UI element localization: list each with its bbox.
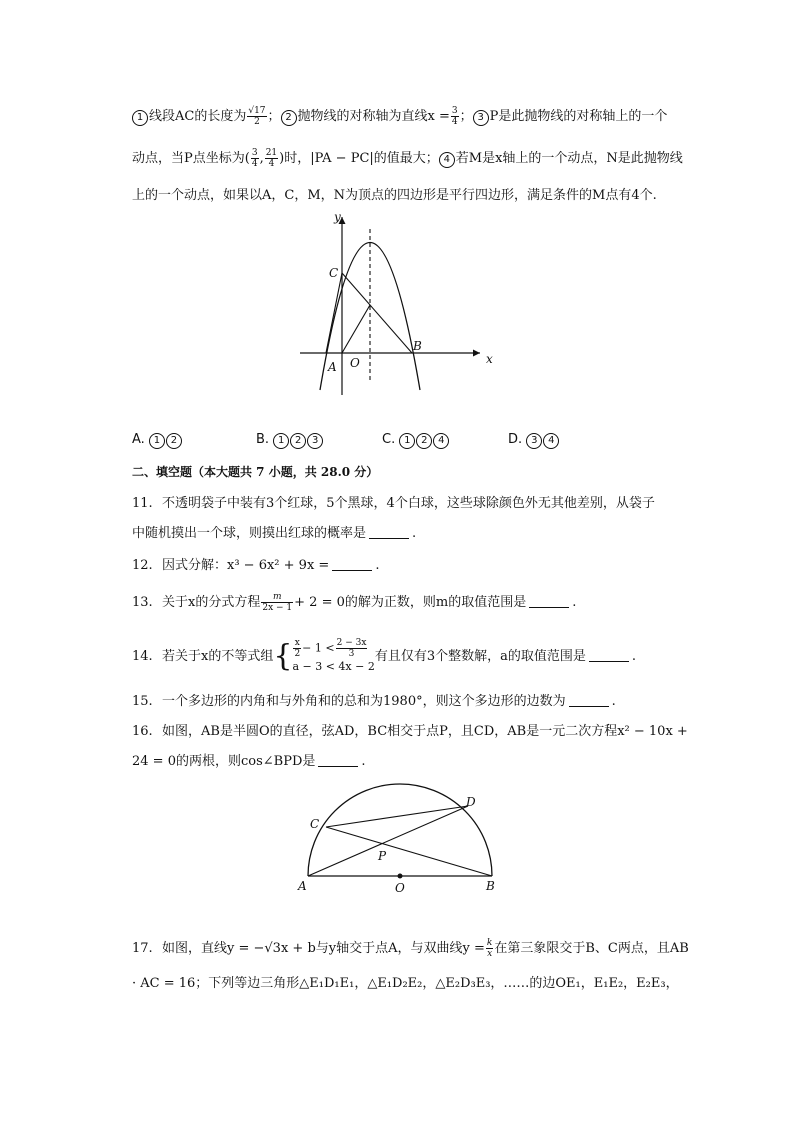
label-B: B <box>413 339 422 353</box>
q10-line2-c: 若M是x轴上的一个动点，N是此抛物线 <box>455 151 683 166</box>
answer-blank-16[interactable] <box>318 752 358 767</box>
inequality-system: $\frac{x}{2}$ − 1 < $\frac{2 - 3x}{3}$ a − 3 < 4x − 2 <box>292 638 375 673</box>
circle-mark-3: 3 <box>473 110 489 126</box>
label-B: B <box>486 879 495 893</box>
q17-line2: · AC = 16；下列等边三角形△E₁D₁E₁，△E₁D₂E₂，△E₂D₃E₃，……的边OE₁，E₁E₂，E₂E₃， <box>132 976 679 991</box>
label-O: O <box>350 356 360 370</box>
circle-mark-1: 1 <box>132 110 148 126</box>
circle-mark-2: 2 <box>281 110 297 126</box>
label-A: A <box>298 879 307 893</box>
chord-BC <box>326 827 492 876</box>
q10-line2-a: 动点，当P点坐标为( <box>132 151 250 166</box>
label-x: x <box>486 352 493 366</box>
q10-line2-b: )时，|PA − PC|的值最大； <box>279 151 439 166</box>
q10-s1-fraction: $\frac{√17}{2}$ <box>248 106 266 127</box>
option-a[interactable]: A. 1 2 <box>132 432 183 449</box>
circle-mark-4: 4 <box>439 152 455 168</box>
segment-CB <box>342 273 412 353</box>
q11-line1: 11. 不透明袋子中装有3个红球，5个黑球，4个白球，这些球除颜色外无其他差别，从袋子 <box>132 496 655 511</box>
chord-CD <box>326 806 468 827</box>
option-c[interactable]: C. 1 2 4 <box>382 432 450 449</box>
label-P: P <box>378 849 387 863</box>
q13-line: 13. 关于x的分式方程 $\frac{m}{2x - 1}$ + 2 = 0的解为正数，则m的取值范围是 . <box>132 592 577 613</box>
center-O <box>398 874 403 879</box>
option-b[interactable]: B. 1 2 3 <box>256 432 324 449</box>
q11-line2: 中随机摸出一个球，则摸出红球的概率是 . <box>132 526 417 541</box>
q16-line1: 16. 如图，AB是半圆O的直径，弦AD，BC相交于点P，且CD，AB是一元二次方程x² − 10x + <box>132 724 688 739</box>
q17-line1: 17. 如图，直线y = −√3x + b与y轴交于点A，与双曲线y = $\frac{k}{x}$ 在第三象限交于B、C两点，且AB <box>132 938 689 959</box>
answer-blank-14[interactable] <box>589 647 629 662</box>
section2-title: 二、填空题（本大题共 7 小题，共 28.0 分） <box>132 465 379 479</box>
label-y: y <box>334 210 341 224</box>
label-C: C <box>310 817 320 831</box>
label-O: O <box>395 881 405 895</box>
q10-s3-text: P是此抛物线的对称轴上的一个 <box>489 109 668 124</box>
label-C: C <box>329 266 339 280</box>
q10-s1-text: 线段AC的长度为 <box>149 109 247 124</box>
q15-line: 15. 一个多边形的内角和与外角和的总和为1980°，则这个多边形的边数为 . <box>132 694 616 709</box>
answer-blank-13[interactable] <box>529 593 569 608</box>
point-y-fraction: $\frac{21}{4}$ <box>265 148 278 169</box>
answer-blank-12[interactable] <box>332 556 372 571</box>
segment-AC <box>326 273 342 353</box>
q10-s2-fraction: $\frac{3}{4}$ <box>451 106 458 127</box>
point-x-fraction: $\frac{3}{4}$ <box>251 148 258 169</box>
label-D: D <box>466 795 476 809</box>
q10-line2: 动点，当P点坐标为( $\frac{3}{4}$ , $\frac{21}{4}$ )时，|PA − PC|的值最大； 4 若M是x轴上的一个动点，N是此抛物线 <box>132 148 683 169</box>
q14-line: 14. 若关于x的不等式组{ $\frac{x}{2}$ − 1 < $\frac{2 - 3x}{3}$ a − 3 < 4x − 2 有且仅有3个整数解，a的取值范围是 . <box>132 638 636 674</box>
segment-O-P <box>342 305 370 353</box>
parabola-figure <box>290 205 510 405</box>
semicircle-figure <box>290 780 510 900</box>
q10-line1: 1 线段AC的长度为 $\frac{√17}{2}$ ； 2 抛物线的对称轴为直线x = $\frac{3}{4}$ ； 3 P是此抛物线的对称轴上的一个 <box>132 106 667 127</box>
q12-line: 12. 因式分解：x³ − 6x² + 9x = . <box>132 558 380 573</box>
chord-AD <box>308 806 468 876</box>
q16-line2: 24 = 0的两根，则cos∠BPD是 . <box>132 754 366 769</box>
q10-line3: 上的一个动点，如果以A，C，M，N为顶点的四边形是平行四边形，满足条件的M点有4个. <box>132 188 657 203</box>
answer-blank-15[interactable] <box>569 692 609 707</box>
q10-s2-text: 抛物线的对称轴为直线x = <box>297 109 450 124</box>
answer-blank-11[interactable] <box>369 524 409 539</box>
option-d[interactable]: D. 3 4 <box>508 432 560 449</box>
label-A: A <box>328 360 337 374</box>
q13-fraction: $\frac{m}{2x - 1}$ <box>262 592 293 613</box>
